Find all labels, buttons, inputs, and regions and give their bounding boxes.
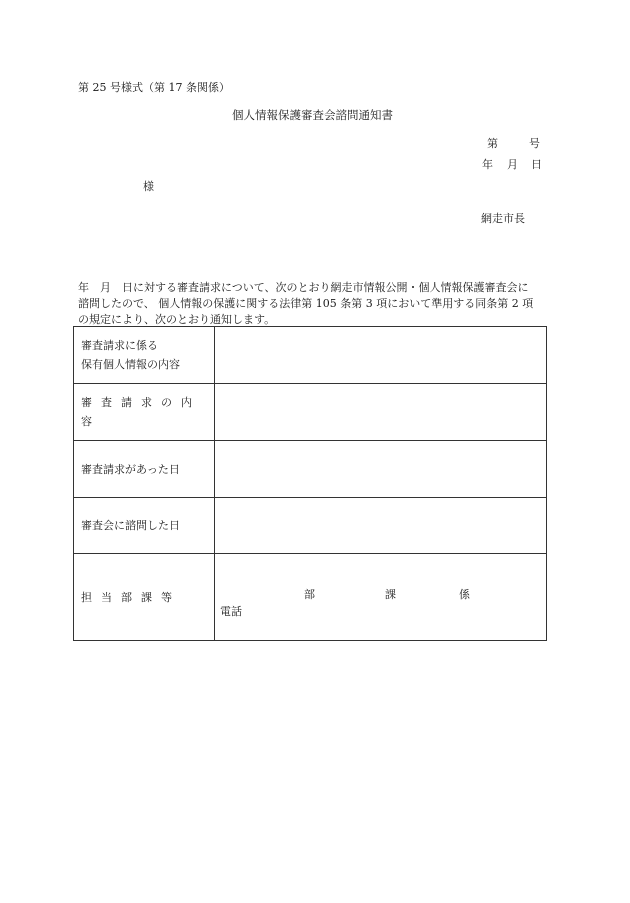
- value-inquiry-date: [215, 498, 547, 554]
- addressee-honorific: 様: [143, 180, 154, 193]
- label-personal-info-line-1: 審査請求に係る: [81, 339, 158, 352]
- label-personal-info-line-2: 保有個人情報の内容: [81, 358, 180, 371]
- table-row-department: [74, 554, 547, 641]
- table-row-request-content: [74, 384, 547, 441]
- date-month-label: 月: [507, 158, 518, 171]
- document-number-suffix: 号: [529, 137, 540, 150]
- document-title: 個人情報保護審査会諮問通知書: [232, 108, 393, 122]
- table-row-personal-info: [74, 327, 547, 384]
- date-day-label: 日: [531, 158, 542, 171]
- value-request-content: [215, 384, 547, 441]
- label-personal-info: [74, 327, 215, 384]
- table-row-inquiry-date: [74, 498, 547, 554]
- phone-label: 電話: [220, 605, 242, 618]
- date-year-label: 年: [482, 158, 493, 171]
- document-number-prefix: 第: [487, 137, 498, 150]
- table-row-request-date: [74, 441, 547, 498]
- sender-name: 網走市長: [481, 212, 525, 225]
- value-department: [215, 554, 547, 641]
- notice-body: [78, 280, 558, 328]
- label-request-date: 審査請求があった日: [74, 441, 215, 498]
- notice-details-table: [73, 326, 547, 641]
- body-line-2: 諮問したので、 個人情報の保護に関する法律第 105 条第 3 項において準用する同条第 2 項: [78, 297, 534, 310]
- value-request-date: [215, 441, 547, 498]
- value-personal-info: [215, 327, 547, 384]
- section-label: 課: [385, 588, 396, 601]
- label-request-content: 審査請求の内容: [74, 384, 215, 441]
- label-department: 担当部課等: [74, 554, 215, 641]
- department-label: 部: [304, 588, 315, 601]
- form-number: 第 25 号様式（第 17 条関係）: [78, 81, 230, 94]
- unit-label: 係: [459, 588, 470, 601]
- body-line-3: の規定により、次のとおり通知します。: [78, 313, 276, 326]
- body-line-1: 年 月 日に対する審査請求について、次のとおり網走市情報公開・個人情報保護審査会に: [78, 281, 529, 294]
- label-inquiry-date: 審査会に諮問した日: [74, 498, 215, 554]
